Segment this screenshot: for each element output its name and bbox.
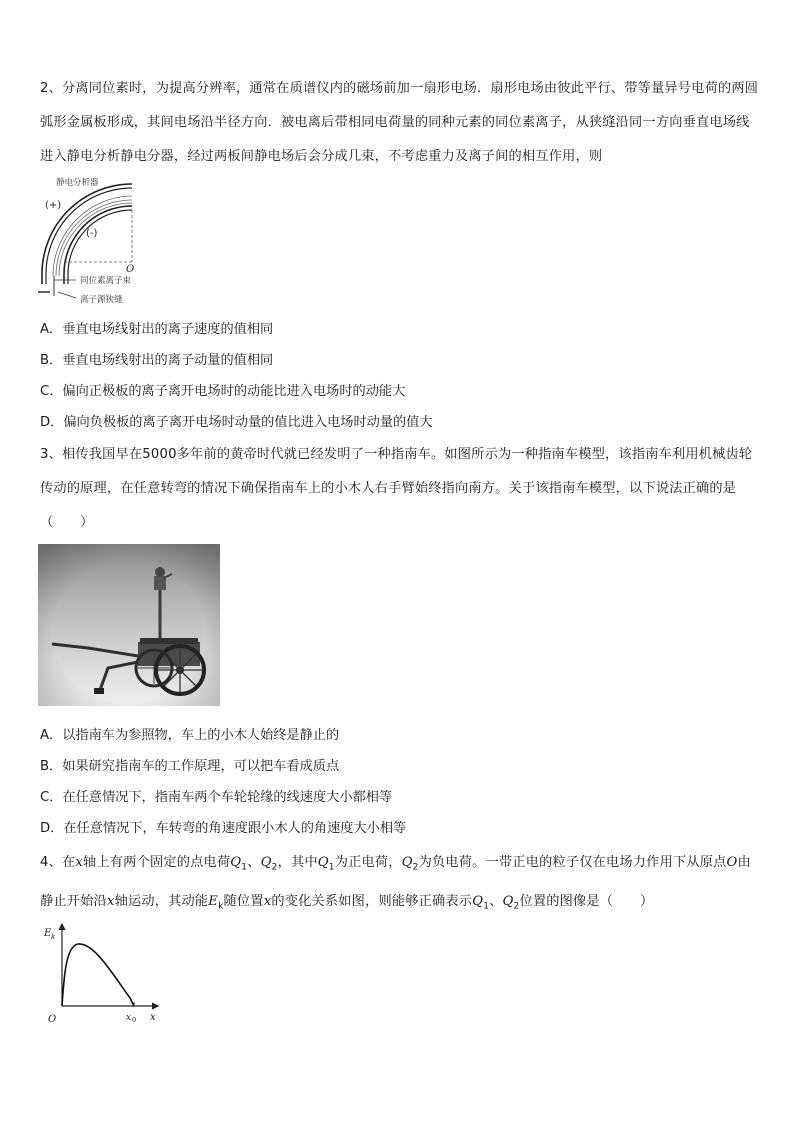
- q2-option-d: D．偏向负极板的离子离开电场时动量的值比进入电场时动量的值大: [40, 415, 433, 430]
- subscript: 1: [483, 901, 490, 912]
- q2-option-c: C．偏向正极板的离子离开电场时的动能比进入电场时的动能大: [40, 384, 406, 399]
- q4-stem-part: ，其中: [277, 855, 318, 870]
- subscript: k: [218, 901, 224, 912]
- var-O: O: [726, 855, 738, 870]
- q3-option-a: A．以指南车为参照物，车上的小木人始终是静止的: [40, 728, 340, 743]
- ek-curve: [62, 944, 134, 1006]
- label-minus: (-): [86, 228, 98, 239]
- q2-stem: 2、分离同位素时，为提高分辨率，通常在质谱仪内的磁场前加一扇形电场．扇形电场由彼此平行、带等量异号电荷的两圆弧形金属板形成，其间电场沿半径方向．被电离后带相同电荷量的同种元素的同位素离子，从狭缝沿同一方向垂直电场线进入静电分析静电分器，经过两板间静电场后会分成几束，不考虑重力及离子间的相互作用，则: [40, 81, 759, 164]
- var-Q: Q: [230, 855, 242, 870]
- axis-label-E: E: [44, 928, 52, 939]
- var-x: x: [263, 893, 272, 909]
- q3-stem: 3、相传我国早在5000多年前的黄帝时代就已经发明了一种指南车。如图所示为一种指南车模型，该指南车利用机械齿轮传动的原理，在任意转弯的情况下确保指南车上的小木人右手臂始终指向南方。关于该指南车模型，以下说法正确的是（ ）: [40, 447, 753, 530]
- q4-stem-part: 轴运动，其动能: [114, 893, 209, 909]
- label-origin-O: O: [126, 264, 135, 275]
- q2-option-a: A．垂直电场线射出的离子速度的值相同: [40, 322, 274, 337]
- q4-stem-part: 随位置: [223, 893, 264, 909]
- subscript: 2: [271, 862, 278, 873]
- q3-option-c: C．在任意情况下，指南车两个车轮轮缘的线速度大小都相等: [40, 790, 393, 805]
- q2-option-b: B．垂直电场线射出的离子动量的值相同: [40, 353, 274, 368]
- var-x: x: [106, 893, 115, 909]
- q4-stem-part: 为正电荷，: [334, 855, 402, 870]
- q4-stem-part: 的变化关系如图，则能够正确表示: [271, 893, 473, 909]
- q3-option-d: D．在任意情况下，车转弯的角速度跟小木人的角速度大小相等: [40, 821, 407, 836]
- q4-stem-part: 4、在: [40, 855, 76, 870]
- label-plus: (+): [45, 200, 62, 211]
- q4-ek-x-graph: [36, 916, 166, 1028]
- var-Q: Q: [502, 893, 514, 909]
- q4-stem-part: 轴上有两个固定的点电荷: [83, 855, 231, 870]
- q4-stem: [40, 846, 760, 923]
- q2-electrostatic-analyzer-figure: [36, 172, 176, 312]
- x0-subscript: 0: [132, 1016, 137, 1024]
- q4-stem-part: 为负电荷。一带正电的粒子仅在电场力作用下从原点: [418, 855, 727, 870]
- q3-option-b: B．如果研究指南车的工作原理，可以把车看成质点: [40, 759, 340, 774]
- subscript: 2: [513, 901, 520, 912]
- subscript: 1: [241, 862, 248, 873]
- label-ion-source-slit: 离子源狭缝: [80, 295, 123, 305]
- var-Q: Q: [317, 855, 329, 870]
- south-pointing-chariot-photo: [38, 544, 220, 706]
- subscript: 1: [328, 862, 335, 873]
- var-E: E: [208, 893, 219, 909]
- label-analyzer: 静电分析器: [56, 178, 99, 188]
- separator: 、: [489, 893, 503, 909]
- axis-label-x: x: [150, 1012, 156, 1023]
- x0-label: x: [126, 1013, 132, 1023]
- subscript: 2: [412, 862, 419, 873]
- var-Q: Q: [260, 855, 272, 870]
- var-x: x: [75, 855, 84, 870]
- separator: 、: [247, 855, 261, 870]
- q4-stem-part: 由静止开始沿: [40, 855, 751, 909]
- origin-label: O: [48, 1014, 57, 1025]
- q4-stem-part: 位置的图像是（ ）: [519, 893, 654, 909]
- label-isotope-beam: 同位素离子束: [80, 276, 132, 286]
- axis-label-k: k: [51, 933, 56, 941]
- var-Q: Q: [401, 855, 413, 870]
- var-Q: Q: [472, 893, 484, 909]
